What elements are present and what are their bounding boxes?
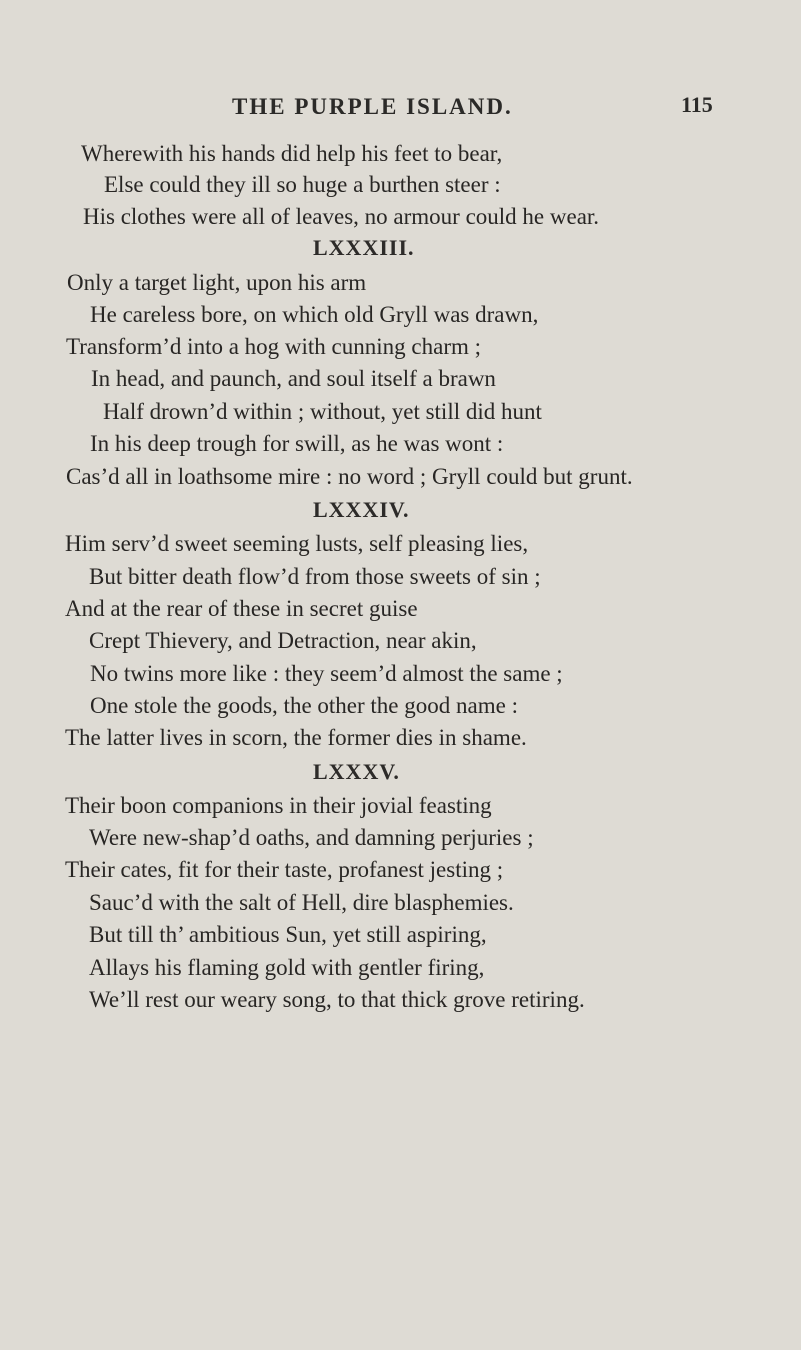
- verse-line: Wherewith his hands did help his feet to bear,: [81, 141, 503, 166]
- verse-line: No twins more like : they seem’d almost the same ;: [90, 661, 563, 686]
- verse-line: Crept Thievery, and Detraction, near akin,: [89, 628, 477, 653]
- page-number: 115: [681, 92, 713, 117]
- verse-line: The latter lives in scorn, the former dies in shame.: [65, 725, 527, 750]
- verse-line: And at the rear of these in secret guise: [65, 596, 418, 621]
- verse-line: One stole the goods, the other the good name :: [90, 693, 518, 718]
- verse-line: Only a target light, upon his arm: [67, 270, 367, 295]
- verse-line: But till th’ ambitious Sun, yet still aspiring,: [89, 922, 487, 947]
- verse-line: But bitter death flow’d from those sweets of sin ;: [89, 564, 541, 589]
- verse-line: His clothes were all of leaves, no armour could he wear.: [83, 204, 600, 229]
- verse-line: In his deep trough for swill, as he was wont :: [90, 431, 504, 456]
- verse-line: We’ll rest our weary song, to that thick grove retiring.: [89, 987, 585, 1012]
- verse-line: Their cates, fit for their taste, profanest jesting ;: [65, 857, 504, 882]
- verse-line: Him serv’d sweet seeming lusts, self pleasing lies,: [65, 531, 529, 556]
- verse-line: Transform’d into a hog with cunning charm ;: [66, 334, 482, 359]
- stanza-number: LXXXIII.: [313, 235, 415, 260]
- verse-line: Their boon companions in their jovial feasting: [65, 793, 492, 818]
- verse-line: Half drown’d within ; without, yet still did hunt: [103, 399, 542, 424]
- verse-line: Cas’d all in loathsome mire : no word ; Gryll could but grunt.: [66, 464, 633, 489]
- verse-line: Sauc’d with the salt of Hell, dire blasphemies.: [89, 890, 514, 915]
- stanza-number: LXXXV.: [313, 759, 400, 784]
- verse-line: In head, and paunch, and soul itself a brawn: [91, 366, 496, 391]
- verse-line: Were new-shap’d oaths, and damning perjuries ;: [89, 825, 534, 850]
- verse-line: Allays his flaming gold with gentler firing,: [89, 955, 485, 980]
- running-title: THE PURPLE ISLAND.: [232, 94, 513, 119]
- verse-line: Else could they ill so huge a burthen steer :: [104, 172, 501, 197]
- stanza-number: LXXXIV.: [313, 497, 410, 522]
- verse-line: He careless bore, on which old Gryll was drawn,: [90, 302, 539, 327]
